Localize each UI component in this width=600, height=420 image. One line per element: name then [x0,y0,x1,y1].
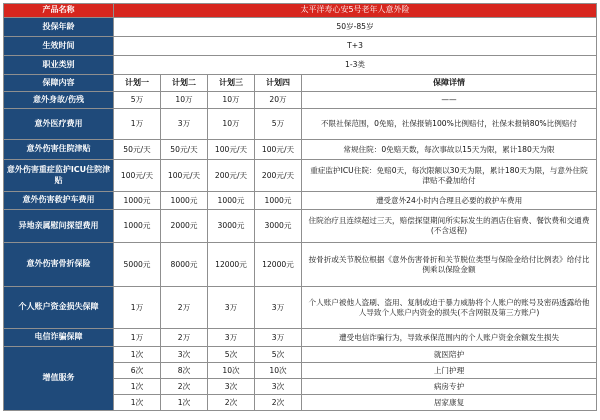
row-detail: 个人账户被他人盗刷、盗用、复制或迫于暴力威胁将个人账户的账号及密码透露给他人导致个人账户内资金的损失(不含网银及第三方账户) [301,287,597,328]
plan-1-value: 5000元 [113,243,160,286]
services-block [3,347,597,411]
occupation-label: 职业类别 [3,56,113,74]
service-name: 病房专护 [301,379,597,394]
plan-3-value: 12000元 [207,243,254,286]
row-label: 意外伤害重症监护ICU住院津贴 [3,160,113,191]
service-row [113,395,597,410]
service-name: 上门护理 [301,363,597,378]
table-row [3,109,597,140]
services-label: 增值服务 [3,347,113,410]
row-detail: —— [301,92,597,108]
plan-3-value: 3000元 [207,210,254,242]
row-detail: 重症监护ICU住院：免赔0天，每次限额以30天为限，累计180天为限，与意外住院津贴不叠加给付 [301,160,597,191]
product-name-label: 产品名称 [3,4,113,17]
row-label: 意外伤害住院津贴 [3,140,113,159]
plan-3-value: 1000元 [207,192,254,209]
services-rows [113,347,597,410]
plan-1-value: 1万 [113,329,160,346]
plan-1-value: 1万 [113,109,160,139]
plan-2-value: 2次 [160,379,207,394]
plan-4-value: 2次 [254,395,301,410]
plan-4-value: 5万 [254,109,301,139]
header-plan-3: 计划三 [207,75,254,91]
plan-3-value: 5次 [207,347,254,362]
plan-4-value: 5次 [254,347,301,362]
effective-time-row [3,37,597,56]
plan-4-value: 3000元 [254,210,301,242]
plan-3-value: 10万 [207,109,254,139]
header-coverage-label: 保障内容 [3,75,113,91]
table-row [3,287,597,329]
plan-4-value: 3万 [254,329,301,346]
plan-1-value: 1次 [113,395,160,410]
effective-time-value: T+3 [113,37,597,55]
row-detail: 按骨折或关节脱位根据《意外伤害骨折和关节脱位类型与保险金给付比例表》给付比例乘以保险金额 [301,243,597,286]
plan-2-value: 8次 [160,363,207,378]
plan-3-value: 2次 [207,395,254,410]
header-detail: 保障详情 [301,75,597,91]
occupation-value: 1-3类 [113,56,597,74]
service-row [113,379,597,395]
coverage-table [3,3,597,411]
plan-4-value: 100元/天 [254,140,301,159]
plan-1-value: 6次 [113,363,160,378]
row-label: 个人账户资金损失保障 [3,287,113,328]
plan-1-value: 5万 [113,92,160,108]
table-row [3,92,597,109]
occupation-row [3,56,597,75]
plan-4-value: 1000元 [254,192,301,209]
row-label: 异地亲属慰问探望费用 [3,210,113,242]
header-plan-4: 计划四 [254,75,301,91]
header-plan-1: 计划一 [113,75,160,91]
plan-2-value: 2万 [160,329,207,346]
plan-4-value: 200元/天 [254,160,301,191]
plan-4-value: 20万 [254,92,301,108]
row-label: 意外医疗费用 [3,109,113,139]
plan-4-value: 12000元 [254,243,301,286]
plan-2-value: 3次 [160,347,207,362]
header-plan-2: 计划二 [160,75,207,91]
plan-1-value: 1000元 [113,192,160,209]
plan-4-value: 3次 [254,379,301,394]
plan-3-value: 10万 [207,92,254,108]
plan-3-value: 10次 [207,363,254,378]
service-name: 居家康复 [301,395,597,410]
effective-time-label: 生效时间 [3,37,113,55]
header-row [3,75,597,92]
row-label: 意外身故/伤残 [3,92,113,108]
plan-2-value: 8000元 [160,243,207,286]
table-row [3,192,597,210]
plan-2-value: 3万 [160,109,207,139]
row-label: 电信诈骗保障 [3,329,113,346]
plan-3-value: 3万 [207,287,254,328]
row-detail: 常规住院：0免赔天数，每次事故以15天为限，累计180天为限 [301,140,597,159]
plan-3-value: 100元/天 [207,140,254,159]
age-label: 投保年龄 [3,18,113,36]
service-name: 就医陪护 [301,347,597,362]
plan-2-value: 1000元 [160,192,207,209]
age-row [3,18,597,37]
plan-3-value: 200元/天 [207,160,254,191]
product-name-value: 太平洋寿心安5号老年人意外险 [113,4,597,17]
plan-1-value: 1000元 [113,210,160,242]
plan-2-value: 2000元 [160,210,207,242]
plan-3-value: 3次 [207,379,254,394]
service-row [113,347,597,363]
plan-1-value: 1次 [113,379,160,394]
plan-2-value: 100元/天 [160,160,207,191]
table-row [3,160,597,192]
plan-1-value: 1万 [113,287,160,328]
table-row [3,243,597,287]
plan-2-value: 10万 [160,92,207,108]
table-row [3,210,597,243]
plan-1-value: 100元/天 [113,160,160,191]
plan-1-value: 1次 [113,347,160,362]
table-row [3,140,597,160]
row-detail: 住院治疗且连续超过三天，赔偿探望期间所实际发生的酒店住宿费、餐饮费和交通费(不含返程) [301,210,597,242]
row-detail: 遭受意外24小时内合理且必要的救护车费用 [301,192,597,209]
product-name-row [3,3,597,18]
plan-4-value: 10次 [254,363,301,378]
row-detail: 不限社保范围，0免赔，社保报销100%比例赔付，社保未报销80%比例赔付 [301,109,597,139]
table-row [3,329,597,347]
plan-1-value: 50元/天 [113,140,160,159]
row-label: 意外伤害救护车费用 [3,192,113,209]
row-detail: 遭受电信诈骗行为，导致承保范围内的个人账户资金余额发生损失 [301,329,597,346]
row-label: 意外伤害骨折保险 [3,243,113,286]
plan-3-value: 3万 [207,329,254,346]
plan-2-value: 1次 [160,395,207,410]
service-row [113,363,597,379]
plan-2-value: 50元/天 [160,140,207,159]
plan-4-value: 3万 [254,287,301,328]
plan-2-value: 2万 [160,287,207,328]
age-value: 50岁-85岁 [113,18,597,36]
